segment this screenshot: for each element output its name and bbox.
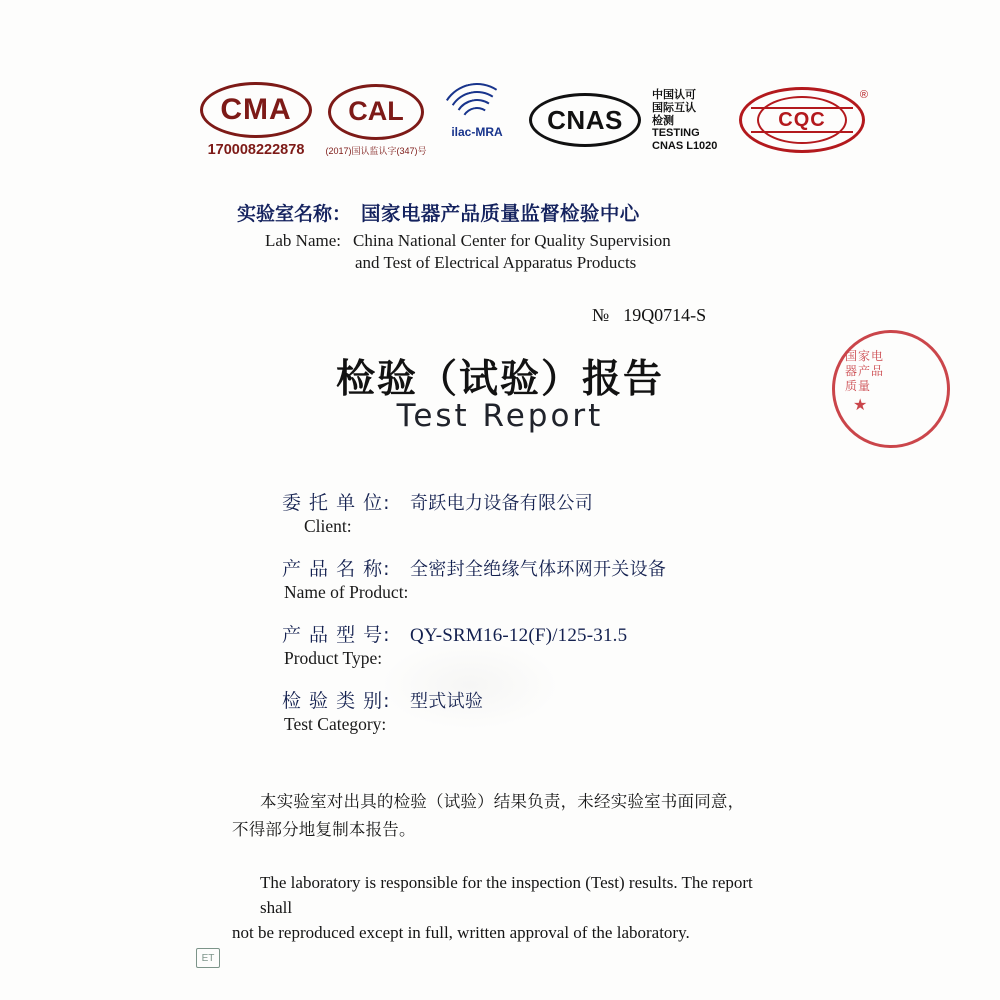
cma-mark-icon: CMA bbox=[200, 82, 312, 138]
field-product-type-value: QY-SRM16-12(F)/125-31.5 bbox=[410, 625, 628, 646]
ilac-mra-logo bbox=[436, 89, 518, 151]
laboratory-name-block bbox=[237, 198, 797, 274]
acc-line-2: 国际互认 bbox=[652, 100, 696, 114]
lab-name-en-row bbox=[237, 230, 797, 274]
acc-line-1: 中国认可 bbox=[652, 87, 696, 101]
cqc-mark-label: CQC bbox=[757, 96, 847, 144]
acc-line-4: TESTING bbox=[652, 126, 700, 139]
registered-trademark-icon: ® bbox=[859, 89, 868, 101]
disclaimer-cn-line2: 不得部分地复制本报告。 bbox=[232, 820, 416, 839]
cal-logo bbox=[324, 84, 428, 157]
lab-name-value-en-line2: and Test of Electrical Apparatus Products bbox=[355, 253, 637, 272]
field-client-label-en: Client: bbox=[304, 516, 352, 536]
report-number bbox=[592, 305, 706, 326]
lab-name-value-en bbox=[353, 230, 671, 274]
field-client-cn-line bbox=[282, 488, 842, 515]
field-client-label-cn: 委 托 单 位: bbox=[282, 492, 391, 514]
field-product-type-cn-line bbox=[282, 620, 842, 647]
disclaimer-cn bbox=[232, 788, 784, 844]
ilac-mra-label: ilac-MRA bbox=[451, 125, 503, 139]
field-test-category bbox=[282, 686, 842, 735]
report-fields bbox=[282, 488, 842, 752]
cnas-accreditation-text bbox=[652, 88, 728, 153]
corner-stamp: ET bbox=[196, 948, 220, 968]
field-test-category-label-en: Test Category: bbox=[284, 714, 387, 734]
official-seal-partial bbox=[832, 330, 950, 448]
lab-name-label-en: Lab Name: bbox=[265, 231, 341, 250]
page-title-cn: 检验（试验）报告 bbox=[335, 357, 664, 402]
page-title-en: Test Report bbox=[396, 398, 604, 434]
cma-certificate-number: 170008222878 bbox=[207, 142, 305, 158]
number-symbol-icon: № bbox=[592, 305, 610, 325]
disclaimer-cn-line1: 本实验室对出具的检验（试验）结果负责，未经实验室书面同意， bbox=[260, 792, 745, 811]
field-product-type-label-cn: 产 品 型 号: bbox=[282, 624, 391, 646]
lab-name-value-cn: 国家电器产品质量监督检验中心 bbox=[361, 202, 640, 225]
official-seal-text: 国家电器产品质量 bbox=[845, 349, 885, 393]
field-product-name-cn-line bbox=[282, 554, 842, 581]
acc-line-3: 检测 bbox=[652, 113, 674, 127]
cnas-mark-icon: CNAS bbox=[529, 93, 641, 147]
disclaimer-en-line2: not be reproduced except in full, written approval of the laboratory. bbox=[232, 923, 690, 942]
cqc-logo bbox=[736, 87, 868, 153]
field-client bbox=[282, 488, 842, 537]
field-product-type bbox=[282, 620, 842, 669]
ilac-mra-icon bbox=[438, 89, 516, 151]
field-test-category-cn-line bbox=[282, 686, 842, 713]
accreditation-logo-band bbox=[196, 72, 868, 168]
disclaimer-statement bbox=[232, 788, 784, 945]
field-product-name-value: 全密封全绝缘气体环网开关设备 bbox=[410, 559, 667, 580]
seal-star-icon: ★ bbox=[853, 397, 868, 414]
lab-name-cn-row bbox=[237, 198, 797, 226]
cnas-logo bbox=[526, 93, 644, 147]
field-product-name-label-cn: 产 品 名 称: bbox=[282, 558, 391, 580]
lab-name-value-en-line1: China National Center for Quality Supervision bbox=[353, 231, 671, 250]
cal-mark-icon: CAL bbox=[328, 84, 424, 140]
acc-line-5: CNAS L1020 bbox=[652, 139, 718, 152]
disclaimer-en-line1: The laboratory is responsible for the inspection (Test) results. The report shall bbox=[260, 873, 753, 917]
cqc-mark-icon bbox=[739, 87, 865, 153]
report-number-value: 19Q0714-S bbox=[623, 305, 707, 325]
cal-certificate-number: (2017)国认监认字(347)号 bbox=[325, 145, 427, 156]
lab-name-label-cn: 实验室名称： bbox=[237, 203, 352, 225]
field-product-type-label-en: Product Type: bbox=[284, 648, 383, 668]
cma-logo bbox=[196, 82, 316, 158]
field-test-category-label-cn: 检 验 类 别: bbox=[282, 690, 391, 712]
field-test-category-value: 型式试验 bbox=[410, 691, 484, 712]
field-product-name-label-en: Name of Product: bbox=[284, 582, 409, 602]
field-client-value: 奇跃电力设备有限公司 bbox=[410, 493, 593, 514]
disclaimer-en bbox=[232, 870, 784, 945]
field-product-name bbox=[282, 554, 842, 603]
